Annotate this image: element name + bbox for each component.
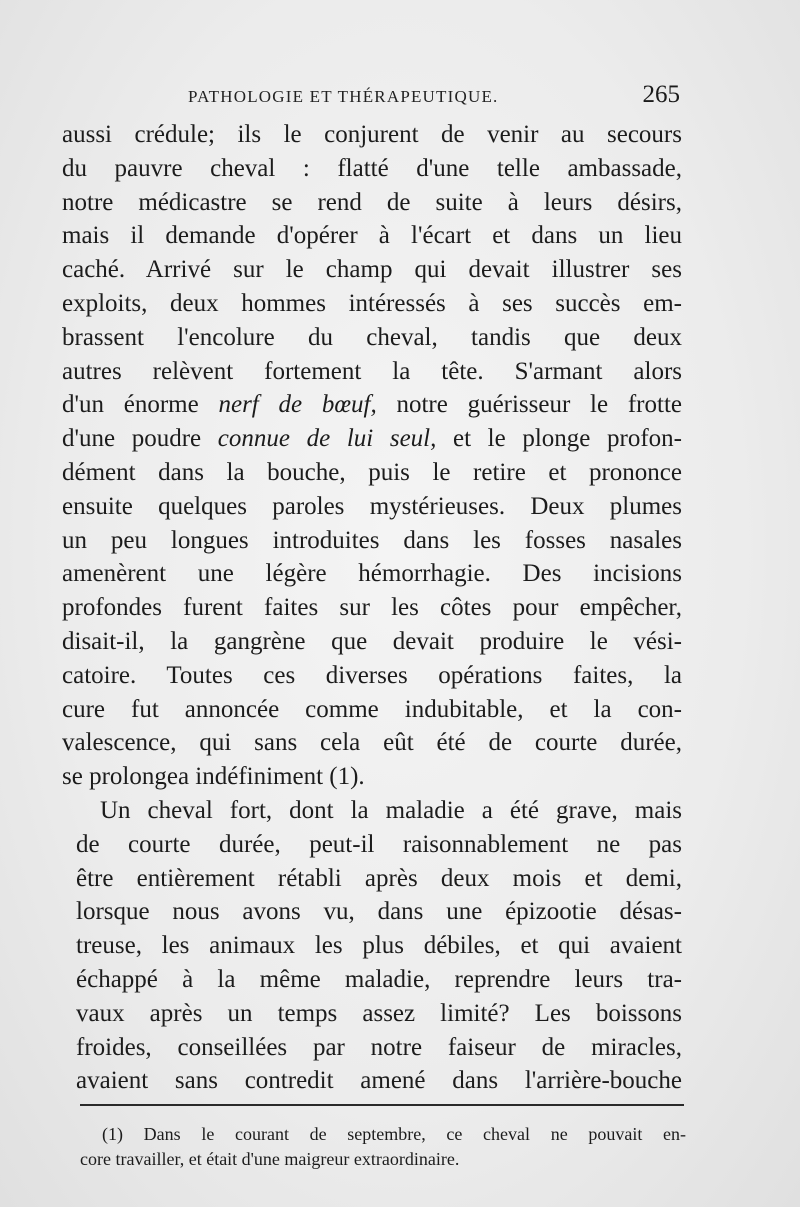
text-line: ensuite quelques paroles mystérieuses. Deux plumes [62, 492, 682, 520]
text-segment: d'une poudre [62, 425, 218, 453]
text-line: aussi crédule; ils le conjurent de venir au secours [62, 121, 682, 148]
text-line: cure fut annoncée comme indubitable, et la con- [62, 695, 682, 723]
text-line: exploits, deux hommes intéressés à ses succès em- [62, 289, 682, 317]
page-header [60, 83, 680, 113]
text-line: notre médicastre se rend de suite à leurs désirs, [62, 188, 682, 216]
text-line: disait-il, la gangrène que devait produire le vési- [62, 627, 682, 655]
text-line: profondes furent faites sur les côtes pour empêcher, [62, 594, 682, 622]
main-text [62, 118, 682, 1098]
footnote-line: core travailler, et était d'une maigreur extraordinaire. [80, 1149, 460, 1169]
text-segment: notre guérisseur le frotte [376, 391, 682, 419]
text-line: de courte durée, peut-il raisonnablement ne pas [76, 830, 682, 858]
text-line: échappé à la même maladie, reprendre leurs tra- [76, 965, 682, 993]
text-line: dément dans la bouche, puis le retire et prononce [62, 458, 682, 486]
text-line: du pauvre cheval : flatté d'une telle ambassade, [62, 154, 682, 182]
text-line: mais il demande d'opérer à l'écart et dans un lieu [62, 222, 682, 250]
running-title: PATHOLOGIE ET THÉRAPEUTIQUE. [188, 87, 499, 106]
text-line: valescence, qui sans cela eût été de courte durée, [62, 729, 682, 757]
text-line: catoire. Toutes ces diverses opérations faites, la [62, 661, 682, 689]
footnote-rule [80, 1104, 684, 1106]
text-line-with-italic [62, 422, 682, 456]
footnote [80, 1122, 686, 1172]
text-line: être entièrement rétabli après deux mois et demi, [76, 864, 682, 892]
text-line-with-italic [62, 388, 682, 422]
italic-phrase: nerf de bœuf, [218, 391, 377, 419]
text-line: vaux après un temps assez limité? Les boissons [76, 999, 682, 1027]
text-line: treuse, les animaux les plus débiles, et qui avaient [76, 932, 682, 960]
text-line: amenèrent une légère hémorrhagie. Des incisions [62, 560, 682, 588]
text-line: brassent l'encolure du cheval, tandis que deux [62, 323, 682, 351]
paragraph-first-line: Un cheval fort, dont la maladie a été grave, mais [100, 796, 682, 824]
text-line: caché. Arrivé sur le champ qui devait illustrer ses [62, 256, 682, 284]
text-line: autres relèvent fortement la tête. S'armant alors [62, 357, 682, 385]
text-line: avaient sans contredit amené dans l'arrière-bouche [76, 1067, 682, 1095]
footnote-line: (1) Dans le courant de septembre, ce cheval ne pouvait en- [102, 1124, 686, 1144]
text-segment: et le plonge profon- [436, 425, 682, 453]
text-line: froides, conseillées par notre faiseur de miracles, [76, 1033, 682, 1061]
text-line: se prolongea indéfiniment (1). [62, 763, 365, 791]
text-segment: d'un énorme [62, 391, 219, 419]
italic-phrase: connue de lui seul, [217, 425, 437, 453]
page-number: 265 [642, 81, 680, 108]
text-line: un peu longues introduites dans les fosses nasales [62, 526, 682, 554]
text-line: lorsque nous avons vu, dans une épizootie désas- [76, 898, 682, 926]
